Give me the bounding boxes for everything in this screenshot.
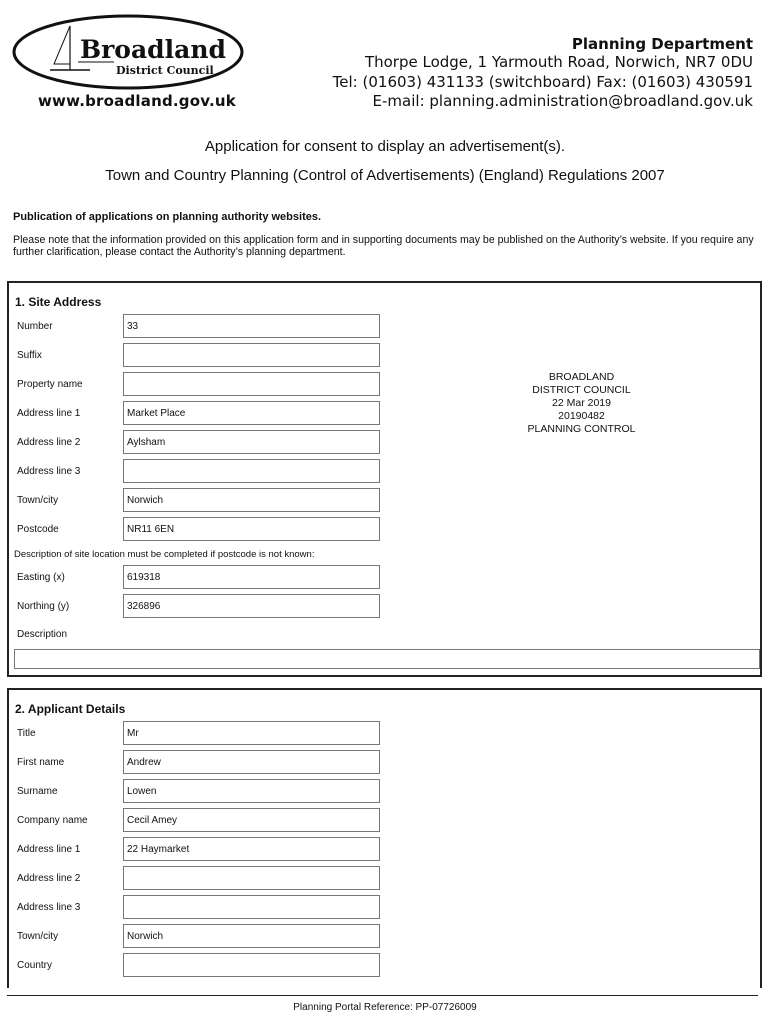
broadland-logo xyxy=(10,12,246,92)
field-label: First name xyxy=(17,757,65,768)
field-value: Norwich xyxy=(127,495,164,506)
field-value: 326896 xyxy=(127,601,161,612)
field-row-first-name xyxy=(9,750,389,776)
field-label: Address line 1 xyxy=(17,844,81,855)
stamp-line: DISTRICT COUNCIL xyxy=(532,384,631,396)
field-label: Address line 1 xyxy=(17,408,81,419)
stamp-line: BROADLAND xyxy=(548,371,615,383)
field-row-address-line-2 xyxy=(9,866,389,892)
property-name-field[interactable] xyxy=(123,372,380,396)
suffix-field[interactable] xyxy=(123,343,380,367)
field-row-address-line-1 xyxy=(9,401,389,427)
field-row-title xyxy=(9,721,389,747)
surname-field[interactable] xyxy=(123,779,380,803)
svg-text:District Council: District Council xyxy=(116,64,214,77)
field-row-address-line-3 xyxy=(9,895,389,921)
field-row-number xyxy=(9,314,389,340)
address-line-2-field[interactable] xyxy=(123,430,380,454)
field-row-country xyxy=(9,953,389,979)
title-field[interactable] xyxy=(123,721,380,745)
field-row-company-name xyxy=(9,808,389,834)
planning-portal-reference: Planning Portal Reference: PP-07726009 xyxy=(293,1002,477,1013)
applicant-details-section xyxy=(7,688,762,988)
field-value: 619318 xyxy=(127,572,161,583)
field-label: Number xyxy=(17,321,53,332)
description-label: Description xyxy=(17,629,68,640)
field-row-postcode xyxy=(9,517,389,543)
form-regulations: Town and Country Planning (Control of Advertisements) (England) Regulations 2007 xyxy=(105,167,665,184)
field-value: Lowen xyxy=(127,786,157,797)
field-row-surname xyxy=(9,779,389,805)
field-label: Postcode xyxy=(17,524,59,535)
first-name-field[interactable] xyxy=(123,750,380,774)
postcode-field[interactable] xyxy=(123,517,380,541)
field-row-property-name xyxy=(9,372,389,398)
department-phone-fax: Tel: (01603) 431133 (switchboard) Fax: (01603) 430591 xyxy=(332,73,753,91)
address-line-1-field[interactable] xyxy=(123,837,380,861)
svg-text:Broadland: Broadland xyxy=(80,35,227,64)
town-city-field[interactable] xyxy=(123,488,380,512)
field-value: Cecil Amey xyxy=(127,815,178,826)
stamp-date: 22 Mar 2019 xyxy=(552,397,611,409)
easting-field[interactable] xyxy=(123,565,380,589)
description-field[interactable] xyxy=(14,649,760,669)
section-title: 1. Site Address xyxy=(15,295,102,309)
council-website-url: www.broadland.gov.uk xyxy=(38,92,236,110)
field-label: Suffix xyxy=(17,350,42,361)
field-label: Address line 3 xyxy=(17,902,81,913)
field-value: Market Place xyxy=(127,408,186,419)
field-row-suffix xyxy=(9,343,389,369)
field-label: Northing (y) xyxy=(17,601,70,612)
field-label: Company name xyxy=(17,815,88,826)
form-title: Application for consent to display an advertisement(s). xyxy=(204,138,566,155)
address-line-2-field[interactable] xyxy=(123,866,380,890)
field-row-address-line-1 xyxy=(9,837,389,863)
town-city-field[interactable] xyxy=(123,924,380,948)
field-row-northing xyxy=(9,594,389,620)
field-label: Address line 2 xyxy=(17,437,81,448)
country-field[interactable] xyxy=(123,953,380,977)
stamp-reference: 20190482 xyxy=(558,410,605,422)
department-email: E-mail: planning.administration@broadland.gov.uk xyxy=(372,92,753,110)
field-value: 22 Haymarket xyxy=(127,844,190,855)
field-label: Title xyxy=(17,728,36,739)
field-label: Country xyxy=(17,960,53,971)
address-line-1-field[interactable] xyxy=(123,401,380,425)
field-value: Mr xyxy=(127,728,139,739)
field-label: Property name xyxy=(17,379,83,390)
field-row-town-city xyxy=(9,488,389,514)
department-address: Thorpe Lodge, 1 Yarmouth Road, Norwich, NR7 0DU xyxy=(364,53,753,71)
stamp-line: PLANNING CONTROL xyxy=(527,423,636,435)
field-value: Norwich xyxy=(127,931,164,942)
site-location-note: Description of site location must be completed if postcode is not known: xyxy=(14,549,315,560)
field-value: Aylsham xyxy=(127,437,166,448)
field-value: Andrew xyxy=(127,757,161,768)
field-label: Easting (x) xyxy=(17,572,65,583)
footer-divider xyxy=(7,995,758,996)
field-row-address-line-3 xyxy=(9,459,389,485)
field-label: Town/city xyxy=(17,931,59,942)
received-stamp xyxy=(504,371,659,436)
address-line-3-field[interactable] xyxy=(123,895,380,919)
field-value: NR11 6EN xyxy=(127,524,175,535)
company-name-field[interactable] xyxy=(123,808,380,832)
department-title: Planning Department xyxy=(571,35,753,53)
field-row-address-line-2 xyxy=(9,430,389,456)
field-label: Address line 3 xyxy=(17,466,81,477)
northing-field[interactable] xyxy=(123,594,380,618)
field-label: Address line 2 xyxy=(17,873,81,884)
field-row-town-city xyxy=(9,924,389,950)
field-label: Surname xyxy=(17,786,58,797)
field-row-easting xyxy=(9,565,389,591)
publication-heading: Publication of applications on planning authority websites. xyxy=(13,211,322,223)
site-address-section xyxy=(7,281,762,677)
number-field[interactable] xyxy=(123,314,380,338)
field-label: Town/city xyxy=(17,495,59,506)
field-value: 33 xyxy=(127,321,139,332)
section-title: 2. Applicant Details xyxy=(15,702,126,716)
publication-note: Please note that the information provided on this application form and in supporting documents may be published on the Authority’s website. If you require any further clarification, please contact the Authority’s planning department. xyxy=(13,234,754,258)
address-line-3-field[interactable] xyxy=(123,459,380,483)
